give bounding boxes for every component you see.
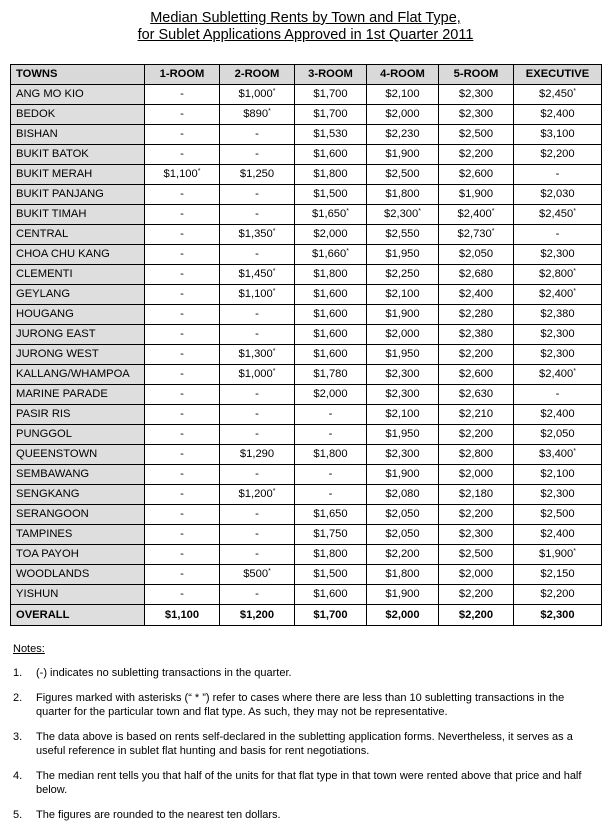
rent-cell-5-room: $2,200	[439, 345, 514, 365]
rent-cell-2-room: $1,250	[220, 165, 295, 185]
rent-cell-4-room: $1,900	[367, 145, 439, 165]
rent-cell-2-room: $890*	[220, 105, 295, 125]
rent-cell-1-room: -	[145, 445, 220, 465]
column-header-towns: TOWNS	[11, 65, 145, 85]
rent-cell-4-room: $2,080	[367, 485, 439, 505]
rent-cell-1-room: $1,100	[145, 605, 220, 626]
rent-cell-executive: $2,800*	[514, 265, 602, 285]
note-number: 3.	[13, 731, 23, 743]
table-row-bukit-timah	[11, 205, 602, 225]
document-title	[0, 10, 611, 44]
rent-cell-executive: -	[514, 165, 602, 185]
rent-cell-4-room: $1,800	[367, 565, 439, 585]
town-name-cell: MARINE PARADE	[11, 385, 145, 405]
note-text: Figures marked with asterisks (“ * ”) refer to cases where there are less than 10 subletting transactions in the quarter for the particular town and flat type. As such, they may not be representative.	[36, 692, 565, 718]
town-name-cell: BUKIT BATOK	[11, 145, 145, 165]
rent-cell-executive: -	[514, 385, 602, 405]
rent-cell-executive: $2,400	[514, 105, 602, 125]
rent-cell-1-room: -	[145, 565, 220, 585]
rent-cell-3-room: -	[295, 405, 367, 425]
title-line-1: Median Subletting Rents by Town and Flat Type,	[150, 10, 461, 26]
town-name-cell: CHOA CHU KANG	[11, 245, 145, 265]
rent-cell-1-room: -	[145, 405, 220, 425]
table-row-woodlands	[11, 565, 602, 585]
rent-cell-1-room: -	[145, 285, 220, 305]
rent-cell-1-room: -	[145, 465, 220, 485]
town-name-cell: CLEMENTI	[11, 265, 145, 285]
column-header-3-room: 3-ROOM	[295, 65, 367, 85]
rent-cell-2-room: -	[220, 305, 295, 325]
rent-cell-2-room: -	[220, 545, 295, 565]
town-name-cell: TOA PAYOH	[11, 545, 145, 565]
rent-cell-5-room: $2,210	[439, 405, 514, 425]
table-row-jurong-west	[11, 345, 602, 365]
rent-cell-3-room: $1,600	[295, 325, 367, 345]
rent-cell-4-room: $2,300	[367, 365, 439, 385]
rent-cell-2-room: -	[220, 205, 295, 225]
town-name-cell: PUNGGOL	[11, 425, 145, 445]
town-name-cell: BISHAN	[11, 125, 145, 145]
rent-cell-2-room: $1,350*	[220, 225, 295, 245]
rent-cell-executive: $2,300	[514, 325, 602, 345]
rent-cell-4-room: $1,950	[367, 345, 439, 365]
rent-cell-5-room: $2,800	[439, 445, 514, 465]
rent-cell-5-room: $2,050	[439, 245, 514, 265]
table-row-bukit-merah	[11, 165, 602, 185]
rent-cell-4-room: $2,100	[367, 405, 439, 425]
rent-cell-5-room: $2,500	[439, 125, 514, 145]
rent-cell-executive: $2,100	[514, 465, 602, 485]
rent-cell-1-room: -	[145, 425, 220, 445]
rent-cell-1-room: -	[145, 185, 220, 205]
rent-cell-2-room: -	[220, 585, 295, 605]
rent-cell-4-room: $1,900	[367, 585, 439, 605]
rent-cell-3-room: $1,780	[295, 365, 367, 385]
table-row-marine-parade	[11, 385, 602, 405]
rent-cell-5-room: $2,400*	[439, 205, 514, 225]
note-number: 4.	[13, 770, 23, 782]
note-number: 5.	[13, 809, 23, 821]
note-text: The median rent tells you that half of the units for that flat type in that town were rented above that price and half below.	[36, 770, 582, 796]
town-name-cell: BUKIT MERAH	[11, 165, 145, 185]
note-item	[13, 691, 597, 719]
rent-cell-3-room: $1,800	[295, 545, 367, 565]
title-line-2: for Sublet Applications Approved in 1st Quarter 2011	[137, 27, 474, 43]
rent-cell-2-room: $1,000*	[220, 365, 295, 385]
rent-cell-executive: $2,050	[514, 425, 602, 445]
table-row-sengkang	[11, 485, 602, 505]
rent-cell-4-room: $2,250	[367, 265, 439, 285]
rent-cell-4-room: $1,900	[367, 465, 439, 485]
rent-cell-1-room: -	[145, 505, 220, 525]
table-row-choa-chu-kang	[11, 245, 602, 265]
note-number: 1.	[13, 667, 23, 679]
rent-cell-1-room: -	[145, 205, 220, 225]
town-name-cell: JURONG EAST	[11, 325, 145, 345]
rent-cell-executive: $2,300	[514, 345, 602, 365]
rent-cell-1-room: -	[145, 385, 220, 405]
rent-cell-executive: $2,300	[514, 605, 602, 626]
rent-cell-4-room: $2,000	[367, 605, 439, 626]
rent-cell-executive: $3,100	[514, 125, 602, 145]
rent-cell-3-room: $1,800	[295, 445, 367, 465]
rent-cell-executive: $2,500	[514, 505, 602, 525]
rent-cell-5-room: $2,400	[439, 285, 514, 305]
town-name-cell: WOODLANDS	[11, 565, 145, 585]
note-text: (-) indicates no subletting transactions in the quarter.	[36, 667, 292, 679]
table-row-clementi	[11, 265, 602, 285]
rent-cell-5-room: $2,180	[439, 485, 514, 505]
town-name-cell: TAMPINES	[11, 525, 145, 545]
town-name-cell: QUEENSTOWN	[11, 445, 145, 465]
rent-cell-executive: $2,200	[514, 585, 602, 605]
table-row-pasir-ris	[11, 405, 602, 425]
rent-cell-2-room: $1,290	[220, 445, 295, 465]
rent-cell-3-room: $1,600	[295, 305, 367, 325]
rent-cell-3-room: $1,700	[295, 605, 367, 626]
table-row-bukit-panjang	[11, 185, 602, 205]
rent-cell-executive: $2,300	[514, 245, 602, 265]
rent-cell-2-room: -	[220, 385, 295, 405]
table-row-punggol	[11, 425, 602, 445]
rent-cell-executive: $2,400*	[514, 285, 602, 305]
rent-cell-3-room: $1,500	[295, 185, 367, 205]
rent-cell-2-room: -	[220, 185, 295, 205]
rent-cell-3-room: $1,600	[295, 585, 367, 605]
town-name-cell: SERANGOON	[11, 505, 145, 525]
rent-cell-executive: $2,200	[514, 145, 602, 165]
rent-cell-executive: $2,400	[514, 405, 602, 425]
table-row-hougang	[11, 305, 602, 325]
rent-cell-3-room: $1,500	[295, 565, 367, 585]
town-name-cell: SEMBAWANG	[11, 465, 145, 485]
rent-cell-5-room: $2,200	[439, 505, 514, 525]
rent-cell-3-room: $1,650*	[295, 205, 367, 225]
rent-cell-3-room: $2,000	[295, 225, 367, 245]
rent-cell-4-room: $2,100	[367, 85, 439, 105]
rent-cell-2-room: $1,450*	[220, 265, 295, 285]
rent-cell-4-room: $2,300	[367, 385, 439, 405]
rent-cell-1-room: -	[145, 325, 220, 345]
rent-cell-1-room: -	[145, 545, 220, 565]
town-name-cell: KALLANG/WHAMPOA	[11, 365, 145, 385]
rent-cell-executive: $3,400*	[514, 445, 602, 465]
rent-cell-1-room: -	[145, 525, 220, 545]
rent-cell-2-room: -	[220, 125, 295, 145]
rent-cell-5-room: $2,380	[439, 325, 514, 345]
rent-cell-3-room: $2,000	[295, 385, 367, 405]
note-text: The figures are rounded to the nearest ten dollars.	[36, 809, 281, 821]
rent-cell-3-room: -	[295, 425, 367, 445]
table-row-sembawang	[11, 465, 602, 485]
town-name-cell: YISHUN	[11, 585, 145, 605]
notes-list	[13, 666, 597, 822]
rent-cell-executive: $2,450*	[514, 205, 602, 225]
rent-cell-executive: $2,300	[514, 485, 602, 505]
rent-cell-3-room: -	[295, 465, 367, 485]
rent-cell-4-room: $2,100	[367, 285, 439, 305]
notes-heading: Notes:	[13, 643, 45, 655]
rent-cell-5-room: $2,630	[439, 385, 514, 405]
rent-cell-2-room: $500*	[220, 565, 295, 585]
town-name-cell: CENTRAL	[11, 225, 145, 245]
column-header-2-room: 2-ROOM	[220, 65, 295, 85]
rent-cell-executive: $2,380	[514, 305, 602, 325]
table-row-ang-mo-kio	[11, 85, 602, 105]
rent-cell-1-room: -	[145, 485, 220, 505]
rent-cell-2-room: -	[220, 325, 295, 345]
notes-section	[13, 642, 597, 833]
rent-cell-executive: $1,900*	[514, 545, 602, 565]
table-body	[11, 85, 602, 626]
table-row-serangoon	[11, 505, 602, 525]
rent-cell-2-room: $1,300*	[220, 345, 295, 365]
rent-cell-5-room: $2,000	[439, 565, 514, 585]
rent-cell-1-room: -	[145, 265, 220, 285]
rent-cell-4-room: $1,800	[367, 185, 439, 205]
table-row-bedok	[11, 105, 602, 125]
note-item	[13, 666, 597, 680]
rent-cell-5-room: $2,200	[439, 145, 514, 165]
rents-table	[10, 64, 602, 626]
column-header-executive: EXECUTIVE	[514, 65, 602, 85]
rent-cell-3-room: $1,800	[295, 265, 367, 285]
rent-cell-4-room: $2,300	[367, 445, 439, 465]
rent-cell-1-room: $1,100*	[145, 165, 220, 185]
rent-cell-5-room: $2,300	[439, 105, 514, 125]
rent-cell-5-room: $2,500	[439, 545, 514, 565]
rent-cell-3-room: $1,750	[295, 525, 367, 545]
rent-cell-4-room: $2,050	[367, 505, 439, 525]
rent-cell-4-room: $2,000	[367, 325, 439, 345]
rent-cell-4-room: $2,230	[367, 125, 439, 145]
town-name-cell: BUKIT PANJANG	[11, 185, 145, 205]
rent-cell-2-room: $1,200	[220, 605, 295, 626]
rent-cell-3-room: $1,700	[295, 85, 367, 105]
rent-cell-2-room: -	[220, 525, 295, 545]
table-row-tampines	[11, 525, 602, 545]
rent-cell-5-room: $2,600	[439, 365, 514, 385]
rent-cell-2-room: -	[220, 145, 295, 165]
rent-cell-4-room: $2,300*	[367, 205, 439, 225]
rent-cell-1-room: -	[145, 85, 220, 105]
rent-cell-5-room: $1,900	[439, 185, 514, 205]
rent-cell-5-room: $2,600	[439, 165, 514, 185]
rent-cell-3-room: $1,600	[295, 145, 367, 165]
rent-cell-4-room: $1,950	[367, 245, 439, 265]
rent-cell-4-room: $2,050	[367, 525, 439, 545]
rent-cell-1-room: -	[145, 305, 220, 325]
rent-cell-5-room: $2,730*	[439, 225, 514, 245]
rent-cell-2-room: -	[220, 425, 295, 445]
rent-cell-1-room: -	[145, 225, 220, 245]
column-header-5-room: 5-ROOM	[439, 65, 514, 85]
rent-cell-4-room: $1,950	[367, 425, 439, 445]
table-row-overall	[11, 605, 602, 626]
rent-cell-3-room: $1,600	[295, 345, 367, 365]
table-row-geylang	[11, 285, 602, 305]
rent-cell-4-room: $2,200	[367, 545, 439, 565]
rent-cell-executive: $2,400*	[514, 365, 602, 385]
table-row-jurong-east	[11, 325, 602, 345]
rent-cell-5-room: $2,300	[439, 525, 514, 545]
rent-cell-executive: $2,030	[514, 185, 602, 205]
note-text: The data above is based on rents self-declared in the subletting application forms. Nevertheless, it serves as a useful reference in sublet flat hunting and basis for rent negotiations.	[36, 731, 573, 757]
column-header-1-room: 1-ROOM	[145, 65, 220, 85]
rent-cell-3-room: $1,660*	[295, 245, 367, 265]
rent-cell-1-room: -	[145, 585, 220, 605]
rent-cell-3-room: $1,530	[295, 125, 367, 145]
town-name-cell: ANG MO KIO	[11, 85, 145, 105]
town-name-cell: HOUGANG	[11, 305, 145, 325]
rent-cell-5-room: $2,200	[439, 585, 514, 605]
rent-cell-1-room: -	[145, 105, 220, 125]
rent-cell-2-room: -	[220, 505, 295, 525]
rent-cell-3-room: $1,600	[295, 285, 367, 305]
note-item	[13, 730, 597, 758]
rent-cell-5-room: $2,200	[439, 425, 514, 445]
town-name-cell: BEDOK	[11, 105, 145, 125]
rent-cell-1-room: -	[145, 125, 220, 145]
rent-cell-executive: $2,150	[514, 565, 602, 585]
rent-cell-4-room: $2,500	[367, 165, 439, 185]
table-row-bukit-batok	[11, 145, 602, 165]
rent-cell-5-room: $2,680	[439, 265, 514, 285]
rent-cell-4-room: $2,550	[367, 225, 439, 245]
town-name-cell: SENGKANG	[11, 485, 145, 505]
rent-cell-5-room: $2,280	[439, 305, 514, 325]
rent-cell-1-room: -	[145, 345, 220, 365]
town-name-cell: PASIR RIS	[11, 405, 145, 425]
rent-cell-3-room: $1,650	[295, 505, 367, 525]
rent-cell-2-room: -	[220, 465, 295, 485]
rent-cell-2-room: $1,100*	[220, 285, 295, 305]
rent-cell-2-room: $1,200*	[220, 485, 295, 505]
rent-cell-5-room: $2,300	[439, 85, 514, 105]
rent-cell-executive: $2,400	[514, 525, 602, 545]
note-item	[13, 769, 597, 797]
rent-cell-2-room: $1,000*	[220, 85, 295, 105]
rent-cell-3-room: $1,700	[295, 105, 367, 125]
table-row-yishun	[11, 585, 602, 605]
rent-cell-executive: $2,450*	[514, 85, 602, 105]
table-row-bishan	[11, 125, 602, 145]
rent-cell-5-room: $2,200	[439, 605, 514, 626]
town-name-cell: GEYLANG	[11, 285, 145, 305]
rent-cell-executive: -	[514, 225, 602, 245]
rent-cell-4-room: $2,000	[367, 105, 439, 125]
rent-cell-5-room: $2,000	[439, 465, 514, 485]
note-number: 2.	[13, 692, 23, 704]
rent-cell-3-room: $1,800	[295, 165, 367, 185]
note-item	[13, 808, 597, 822]
column-header-4-room: 4-ROOM	[367, 65, 439, 85]
table-row-toa-payoh	[11, 545, 602, 565]
rent-cell-2-room: -	[220, 245, 295, 265]
rent-cell-3-room: -	[295, 485, 367, 505]
town-name-cell: JURONG WEST	[11, 345, 145, 365]
table-row-kallang-whampoa	[11, 365, 602, 385]
town-name-cell: OVERALL	[11, 605, 145, 626]
rent-cell-1-room: -	[145, 365, 220, 385]
table-row-central	[11, 225, 602, 245]
rent-cell-1-room: -	[145, 145, 220, 165]
rent-cell-2-room: -	[220, 405, 295, 425]
rent-cell-1-room: -	[145, 245, 220, 265]
table-row-queenstown	[11, 445, 602, 465]
town-name-cell: BUKIT TIMAH	[11, 205, 145, 225]
rent-cell-4-room: $1,900	[367, 305, 439, 325]
table-header-row	[11, 65, 602, 85]
